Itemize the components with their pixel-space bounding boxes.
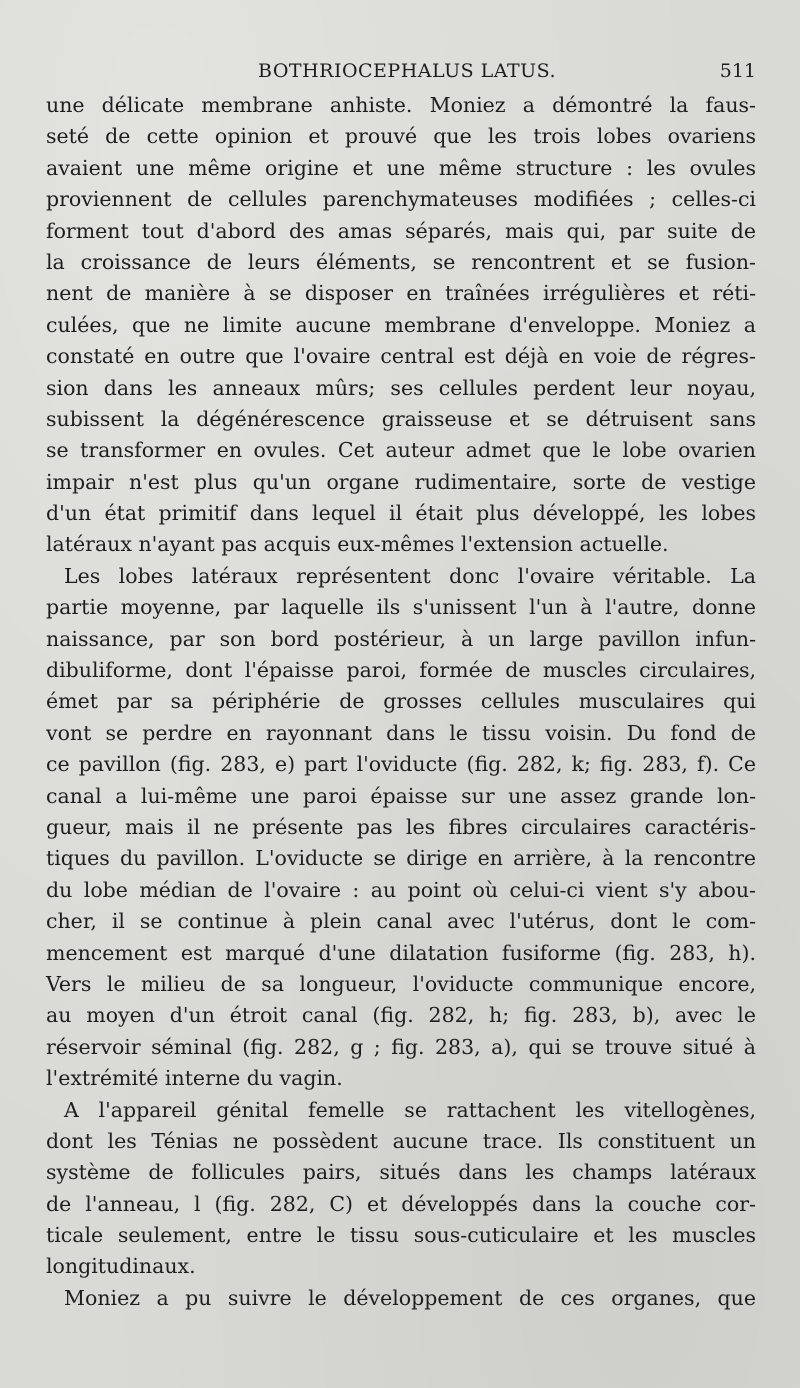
text-line: naissance, par son bord postérieur, à un large pavillon infun- bbox=[46, 626, 756, 651]
text-line: se transformer en ovules. Cet auteur admet que le lobe ovarien bbox=[46, 438, 756, 463]
text-line: l'extrémité interne du vagin. bbox=[46, 1066, 343, 1091]
text-line: impair n'est plus qu'un organe rudimentaire, sorte de vestige bbox=[46, 469, 756, 494]
text-line: culées, que ne limite aucune membrane d'enveloppe. Moniez a bbox=[46, 312, 756, 337]
body-text bbox=[46, 90, 756, 1314]
text-line: mencement est marqué d'une dilatation fusiforme (fig. 283, h). bbox=[46, 940, 756, 965]
text-line: Moniez a pu suivre le développement de ces organes, que bbox=[64, 1285, 756, 1310]
text-line: Vers le milieu de sa longueur, l'oviducte communique encore, bbox=[46, 971, 756, 996]
text-line: sion dans les anneaux mûrs; ses cellules perdent leur noyau, bbox=[46, 375, 756, 400]
running-title: BOTHRIOCEPHALUS LATUS. bbox=[258, 60, 557, 82]
text-line: dont les Ténias ne possèdent aucune trace. Ils constituent un bbox=[46, 1128, 756, 1153]
text-line: réservoir séminal (fig. 282, g ; fig. 283, a), qui se trouve situé à bbox=[46, 1034, 756, 1059]
text-line: vont se perdre en rayonnant dans le tissu voisin. Du fond de bbox=[46, 720, 756, 745]
text-line: ticale seulement, entre le tissu sous-cuticulaire et les muscles bbox=[46, 1223, 756, 1248]
text-line: Les lobes latéraux représentent donc l'ovaire véritable. La bbox=[64, 563, 756, 588]
text-line: une délicate membrane anhiste. Moniez a démontré la faus- bbox=[46, 93, 756, 117]
text-line: seté de cette opinion et prouvé que les trois lobes ovariens bbox=[46, 124, 756, 149]
text-line: partie moyenne, par laquelle ils s'unissent l'un à l'autre, donne bbox=[46, 595, 756, 620]
text-line: la croissance de leurs éléments, se rencontrent et se fusion- bbox=[46, 249, 756, 274]
text-line: constaté en outre que l'ovaire central est déjà en voie de régres- bbox=[46, 344, 756, 369]
text-line: cher, il se continue à plein canal avec l'utérus, dont le com- bbox=[46, 909, 756, 934]
page-number: 511 bbox=[719, 60, 756, 82]
text-line: émet par sa périphérie de grosses cellules musculaires qui bbox=[46, 689, 756, 714]
text-line: avaient une même origine et une même structure : les ovules bbox=[46, 155, 756, 180]
text-line: proviennent de cellules parenchymateuses modifiées ; celles-ci bbox=[46, 187, 756, 212]
text-line: du lobe médian de l'ovaire : au point où celui-ci vient s'y abou- bbox=[46, 877, 756, 902]
text-line: dibuliforme, dont l'épaisse paroi, formée de muscles circulaires, bbox=[46, 658, 756, 683]
text-line: gueur, mais il ne présente pas les fibres circulaires caractéris- bbox=[46, 814, 756, 839]
text-line: de l'anneau, l (fig. 282, C) et développés dans la couche cor- bbox=[46, 1191, 756, 1216]
text-line: d'un état primitif dans lequel il était plus développé, les lobes bbox=[46, 501, 756, 526]
page-header bbox=[46, 60, 756, 88]
text-line: ce pavillon (fig. 283, e) part l'oviducte (fig. 282, k; fig. 283, f). Ce bbox=[46, 752, 756, 777]
text-line: latéraux n'ayant pas acquis eux-mêmes l'extension actuelle. bbox=[46, 532, 669, 557]
text-line: A l'appareil génital femelle se rattachent les vitellogènes, bbox=[64, 1097, 756, 1122]
text-line: nent de manière à se disposer en traînées irrégulières et réti- bbox=[46, 281, 756, 306]
text-line: au moyen d'un étroit canal (fig. 282, h; fig. 283, b), avec le bbox=[46, 1003, 756, 1028]
text-line: tiques du pavillon. L'oviducte se dirige en arrière, à la rencontre bbox=[46, 846, 756, 871]
text-line: canal a lui-même une paroi épaisse sur une assez grande lon- bbox=[46, 783, 756, 808]
text-line: longitudinaux. bbox=[46, 1254, 196, 1279]
text-line: système de follicules pairs, situés dans les champs latéraux bbox=[46, 1160, 756, 1185]
text-line: subissent la dégénérescence graisseuse et se détruisent sans bbox=[46, 406, 756, 431]
text-line: forment tout d'abord des amas séparés, mais qui, par suite de bbox=[46, 218, 756, 243]
